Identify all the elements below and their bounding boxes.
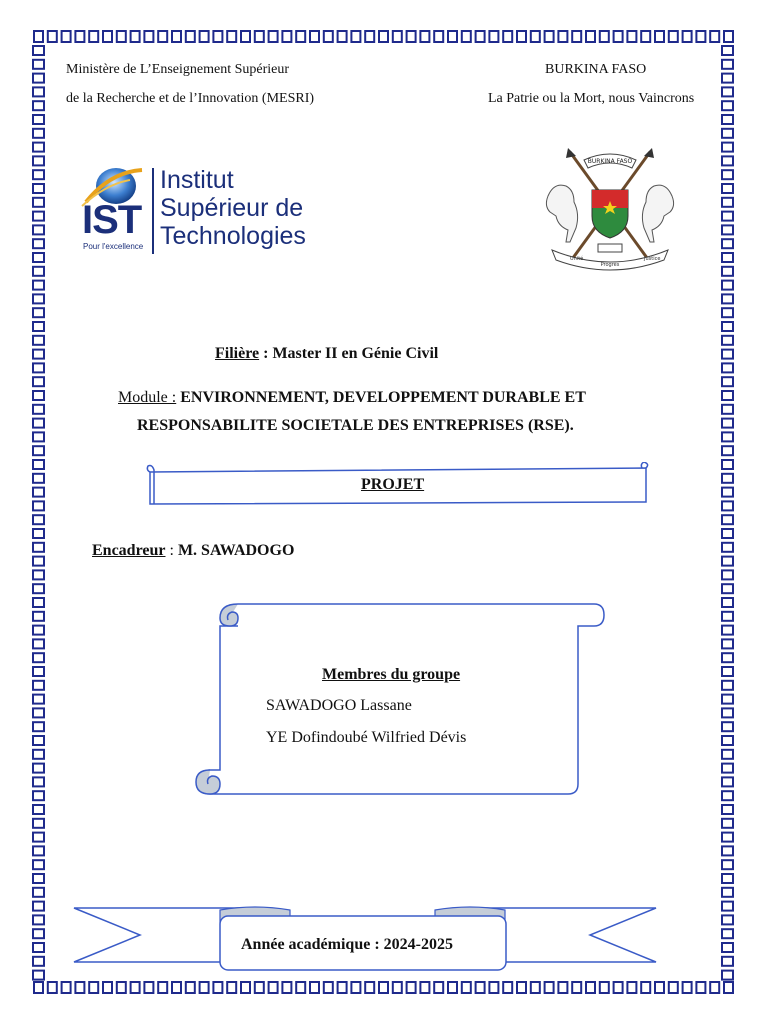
border-link — [722, 846, 733, 855]
border-link — [722, 860, 733, 869]
border-link — [722, 170, 733, 179]
border-link — [722, 419, 733, 428]
border-link — [338, 982, 347, 993]
border-link — [722, 791, 733, 800]
border-link — [393, 31, 402, 42]
border-link — [503, 31, 512, 42]
border-link — [572, 31, 581, 42]
border-link — [33, 874, 44, 883]
border-link — [33, 957, 44, 966]
member-item: SAWADOGO Lassane — [266, 697, 412, 714]
module-line-1 — [118, 387, 658, 409]
border-link — [722, 294, 733, 303]
border-link — [33, 101, 44, 110]
border-link — [255, 982, 264, 993]
border-link — [558, 982, 567, 993]
border-link — [476, 982, 485, 993]
border-link — [517, 31, 526, 42]
border-link — [33, 570, 44, 579]
border-link — [683, 31, 692, 42]
border-link — [722, 474, 733, 483]
border-link — [722, 156, 733, 165]
border-link — [722, 612, 733, 621]
border-link — [722, 874, 733, 883]
border-link — [434, 982, 443, 993]
border-link — [722, 833, 733, 842]
border-link — [158, 31, 167, 42]
border-link — [722, 446, 733, 455]
border-link — [351, 982, 360, 993]
border-link — [75, 31, 84, 42]
border-link — [282, 982, 291, 993]
border-link — [722, 598, 733, 607]
border-link — [338, 31, 347, 42]
border-link — [489, 982, 498, 993]
encadreur-label: Encadreur — [92, 542, 166, 559]
border-link — [420, 982, 429, 993]
encadreur-sep: : — [165, 542, 178, 559]
border-link — [131, 31, 140, 42]
border-link — [722, 915, 733, 924]
ist-mark: IST — [82, 198, 142, 242]
member-item: YE Dofindoubé Wilfried Dévis — [266, 729, 467, 746]
border-link — [34, 31, 43, 42]
border-link — [722, 708, 733, 717]
encadreur-line — [92, 540, 294, 562]
coat-motto-left: Unité — [570, 256, 584, 262]
border-link — [324, 31, 333, 42]
border-link — [722, 819, 733, 828]
border-link — [33, 515, 44, 524]
border-link — [33, 419, 44, 428]
border-link — [489, 31, 498, 42]
border-link — [33, 833, 44, 842]
border-link — [33, 170, 44, 179]
border-link — [172, 31, 181, 42]
border-link — [722, 253, 733, 262]
border-link — [33, 971, 44, 980]
border-link — [722, 377, 733, 386]
border-link — [213, 31, 222, 42]
border-link — [33, 225, 44, 234]
border-link — [722, 943, 733, 952]
border-link — [722, 46, 733, 55]
border-link — [33, 350, 44, 359]
border-link — [48, 982, 57, 993]
border-link — [269, 31, 278, 42]
border-link — [641, 31, 650, 42]
border-link — [213, 982, 222, 993]
border-link — [33, 612, 44, 621]
border-link — [407, 982, 416, 993]
border-link — [586, 982, 595, 993]
border-link — [241, 982, 250, 993]
border-link — [33, 653, 44, 662]
border-link — [351, 31, 360, 42]
border-link — [33, 239, 44, 248]
academic-year: Année académique : 2024-2025 — [241, 936, 453, 953]
border-link — [144, 982, 153, 993]
border-link — [186, 982, 195, 993]
border-link — [33, 143, 44, 152]
border-link — [33, 791, 44, 800]
border-link — [379, 982, 388, 993]
border-link — [722, 198, 733, 207]
border-link — [722, 929, 733, 938]
border-link — [296, 982, 305, 993]
border-link — [722, 888, 733, 897]
border-link — [62, 982, 71, 993]
border-link — [33, 336, 44, 345]
border-link — [33, 722, 44, 731]
border-link — [324, 982, 333, 993]
border-link — [33, 805, 44, 814]
border-link — [722, 805, 733, 814]
coat-motto-center: Progrès — [600, 262, 620, 268]
border-link — [420, 31, 429, 42]
ist-logo — [80, 162, 306, 262]
ist-name-line-2: Supérieur de — [160, 194, 304, 222]
border-link — [33, 667, 44, 676]
border-link — [722, 529, 733, 538]
border-link — [33, 363, 44, 372]
border-link — [696, 982, 705, 993]
border-link — [722, 308, 733, 317]
coat-motto-right: Justice — [644, 256, 661, 262]
border-link — [33, 488, 44, 497]
border-link — [722, 350, 733, 359]
border-link — [33, 212, 44, 221]
border-link — [600, 982, 609, 993]
border-link — [33, 184, 44, 193]
border-link — [462, 982, 471, 993]
border-link — [33, 294, 44, 303]
border-link — [722, 239, 733, 248]
border-link — [33, 446, 44, 455]
border-link — [627, 31, 636, 42]
border-link — [33, 708, 44, 717]
border-link — [200, 31, 209, 42]
border-link — [33, 377, 44, 386]
border-link — [33, 543, 44, 552]
border-link — [722, 129, 733, 138]
border-link — [722, 750, 733, 759]
border-link — [75, 982, 84, 993]
border-link — [722, 722, 733, 731]
border-link — [614, 31, 623, 42]
border-link — [33, 501, 44, 510]
border-link — [186, 31, 195, 42]
border-link — [103, 982, 112, 993]
ist-name-line-3: Technologies — [160, 222, 306, 250]
border-link — [117, 982, 126, 993]
border-link — [33, 156, 44, 165]
border-link — [33, 74, 44, 83]
border-link — [669, 982, 678, 993]
filiere-label: Filière — [215, 345, 260, 362]
country-motto: La Patrie ou la Mort, nous Vaincrons — [488, 91, 695, 106]
border-link — [722, 432, 733, 441]
border-link — [33, 626, 44, 635]
border-link — [434, 31, 443, 42]
border-link — [722, 488, 733, 497]
border-link — [255, 31, 264, 42]
border-link — [572, 982, 581, 993]
border-link — [33, 557, 44, 566]
border-link — [545, 31, 554, 42]
border-link — [614, 982, 623, 993]
border-link — [722, 322, 733, 331]
border-link — [33, 432, 44, 441]
border-link — [722, 267, 733, 276]
border-link — [103, 31, 112, 42]
border-link — [33, 87, 44, 96]
border-link — [33, 695, 44, 704]
border-link — [558, 31, 567, 42]
border-link — [33, 681, 44, 690]
border-link — [710, 31, 719, 42]
filiere-line — [215, 343, 438, 365]
ist-name — [160, 166, 306, 250]
border-link — [158, 982, 167, 993]
border-link — [33, 750, 44, 759]
border-link — [722, 115, 733, 124]
border-link — [722, 543, 733, 552]
border-link — [722, 225, 733, 234]
border-link — [89, 982, 98, 993]
border-link — [33, 736, 44, 745]
border-link — [722, 515, 733, 524]
filiere-sep: : — [259, 345, 273, 362]
border-link — [683, 982, 692, 993]
border-link — [89, 31, 98, 42]
border-link — [722, 695, 733, 704]
border-link — [722, 363, 733, 372]
border-link — [722, 681, 733, 690]
border-link — [117, 31, 126, 42]
border-link — [33, 777, 44, 786]
border-link — [33, 819, 44, 828]
border-link — [586, 31, 595, 42]
border-link — [655, 982, 664, 993]
border-link — [33, 46, 44, 55]
border-link — [33, 267, 44, 276]
border-link — [33, 860, 44, 869]
filiere-value: Master II en Génie Civil — [272, 345, 439, 362]
border-link — [379, 31, 388, 42]
border-link — [722, 391, 733, 400]
border-link — [310, 982, 319, 993]
border-link — [722, 667, 733, 676]
border-link — [696, 31, 705, 42]
border-link — [722, 460, 733, 469]
coat-of-arms — [540, 146, 680, 272]
border-link — [722, 405, 733, 414]
border-link — [172, 982, 181, 993]
border-link — [33, 391, 44, 400]
ist-name-line-1: Institut — [160, 166, 234, 194]
border-link — [33, 322, 44, 331]
border-link — [269, 982, 278, 993]
border-link — [33, 598, 44, 607]
projet-title: PROJET — [361, 476, 425, 493]
border-link — [33, 529, 44, 538]
border-link — [669, 31, 678, 42]
border-link — [33, 253, 44, 262]
module-line-2: RESPONSABILITE SOCIETALE DES ENTREPRISES (RSE). — [137, 417, 574, 434]
border-link — [33, 639, 44, 648]
border-link — [33, 584, 44, 593]
border-link — [722, 626, 733, 635]
border-link — [33, 915, 44, 924]
border-link — [365, 31, 374, 42]
border-link — [365, 982, 374, 993]
border-link — [722, 74, 733, 83]
border-link — [33, 198, 44, 207]
border-link — [200, 982, 209, 993]
border-link — [722, 764, 733, 773]
border-link — [722, 184, 733, 193]
border-link — [131, 982, 140, 993]
border-link — [722, 736, 733, 745]
border-link — [227, 982, 236, 993]
border-link — [448, 31, 457, 42]
border-link — [296, 31, 305, 42]
border-link — [33, 115, 44, 124]
border-link — [144, 31, 153, 42]
encadreur-value: M. SAWADOGO — [177, 542, 295, 559]
border-link — [531, 31, 540, 42]
border-link — [722, 87, 733, 96]
border-link — [448, 982, 457, 993]
border-link — [33, 764, 44, 773]
border-link — [722, 639, 733, 648]
border-link — [33, 929, 44, 938]
border-link — [722, 957, 733, 966]
border-link — [531, 982, 540, 993]
border-link — [33, 846, 44, 855]
border-link — [33, 943, 44, 952]
border-link — [227, 31, 236, 42]
border-link — [710, 982, 719, 993]
border-link — [655, 31, 664, 42]
border-link — [627, 982, 636, 993]
border-link — [476, 31, 485, 42]
ist-tagline: Pour l'excellence — [83, 242, 144, 251]
border-link — [62, 31, 71, 42]
coat-banner-text: BURKINA FASO — [587, 158, 633, 165]
border-link — [33, 405, 44, 414]
border-link — [33, 60, 44, 69]
border-link — [722, 570, 733, 579]
border-link — [407, 31, 416, 42]
border-link — [33, 902, 44, 911]
members-heading: Membres du groupe — [322, 666, 461, 683]
border-link — [33, 308, 44, 317]
border-link — [722, 212, 733, 221]
border-link — [517, 982, 526, 993]
border-link — [722, 653, 733, 662]
border-link — [722, 501, 733, 510]
border-link — [33, 474, 44, 483]
border-link — [641, 982, 650, 993]
border-link — [722, 557, 733, 566]
border-link — [722, 777, 733, 786]
border-link — [722, 584, 733, 593]
border-link — [600, 31, 609, 42]
border-link — [722, 971, 733, 980]
border-link — [722, 101, 733, 110]
border-link — [48, 31, 57, 42]
border-link — [33, 129, 44, 138]
logo-divider — [152, 168, 154, 254]
border-link — [34, 982, 43, 993]
border-link — [241, 31, 250, 42]
border-link — [722, 143, 733, 152]
ministry-line-2: de la Recherche et de l’Innovation (MESRI) — [66, 91, 315, 106]
module-value-1: ENVIRONNEMENT, DEVELOPPEMENT DURABLE ET — [176, 389, 586, 406]
border-link — [462, 31, 471, 42]
border-link — [724, 31, 733, 42]
border-link — [722, 60, 733, 69]
border-link — [33, 460, 44, 469]
border-link — [393, 982, 402, 993]
border-link — [722, 281, 733, 290]
ministry-line-1: Ministère de L’Enseignement Supérieur — [66, 62, 290, 77]
border-link — [724, 982, 733, 993]
border-link — [282, 31, 291, 42]
border-link — [33, 281, 44, 290]
border-link — [310, 31, 319, 42]
border-link — [503, 982, 512, 993]
border-link — [722, 902, 733, 911]
border-link — [33, 888, 44, 897]
module-label: Module : — [118, 389, 177, 406]
border-link — [545, 982, 554, 993]
country-name: BURKINA FASO — [545, 62, 647, 77]
border-link — [722, 336, 733, 345]
